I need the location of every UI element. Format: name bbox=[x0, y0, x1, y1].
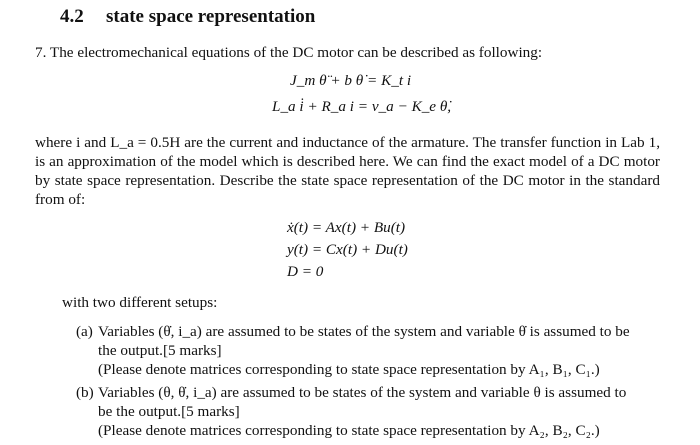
part-b-note: (Please denote matrices corresponding to state space representation by A₂, B₂, C₂.) bbox=[98, 422, 600, 439]
part-a-line-2: the output.[5 marks] bbox=[98, 342, 222, 359]
d-matrix-equation: D = 0 bbox=[287, 263, 324, 280]
problem-intro: The electromechanical equations of the DC motor can be described as following: bbox=[49, 44, 543, 61]
problem-number: 7. bbox=[35, 44, 47, 61]
part-a-note: (Please denote matrices corresponding to state space representation by A₁, B₁, C₁.) bbox=[98, 361, 600, 378]
part-b-line-2: be the output.[5 marks] bbox=[98, 403, 240, 420]
output-equation: y(t) = Cx(t) + Du(t) bbox=[287, 241, 408, 258]
state-equation: ẋ(t) = Ax(t) + Bu(t) bbox=[287, 219, 406, 236]
problem-intro-line bbox=[35, 43, 542, 62]
section-title: state space representation bbox=[106, 6, 316, 27]
setups-intro: with two different setups: bbox=[62, 294, 218, 311]
part-a-label: (a) bbox=[76, 323, 93, 340]
part-b-line-1: Variables (θ, θ̇, i_a) are assumed to be states of the system and variable θ is assumed to bbox=[98, 384, 627, 401]
section-number: 4.2 bbox=[60, 6, 84, 27]
motor-equation-2: L_a i̇ + R_a i = v_a − K_e θ̇, bbox=[272, 98, 452, 115]
part-a-line-1: Variables (θ̇, i_a) are assumed to be states of the system and variable θ̇ is assumed to be bbox=[98, 323, 630, 340]
section-heading bbox=[60, 6, 315, 28]
part-b-label: (b) bbox=[76, 384, 94, 401]
description-paragraph: where i and L_a = 0.5H are the current and inductance of the armature. The transfer function in Lab 1, is an approximation of the model which is described here. We can find the exact model of a DC motor by state space representation. Describe the state space representation of the DC motor in the standard from of: bbox=[35, 134, 660, 208]
motor-equation-1: J_m θ̈ + b θ̇ = K_t i bbox=[290, 72, 412, 89]
